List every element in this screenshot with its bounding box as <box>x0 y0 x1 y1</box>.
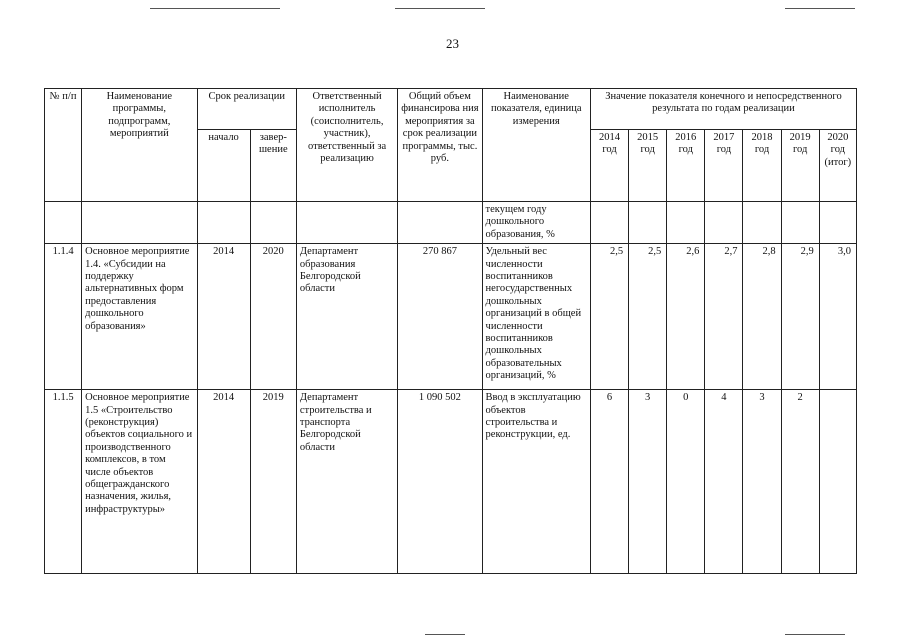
row-num: 1.1.4 <box>45 244 82 390</box>
header-year: 2016 год <box>667 130 705 202</box>
row-value: 4 <box>705 390 743 574</box>
header-year: 2017 год <box>705 130 743 202</box>
header-year: 2015 год <box>629 130 667 202</box>
row-name: Основное мероприятие 1.5 «Строительство (реконструкция) объектов социального и производственного комплексов, в том числе объектов общегражданского назначения, жилья, инфраструктуры» <box>82 390 197 574</box>
scan-artifact-bottom-1 <box>425 634 465 635</box>
row-indicator: Удельный вес численности воспитанников негосударственных дошкольных организаций в общей численности воспитанников дошкольных образовательных организаций, % <box>482 244 590 390</box>
row-end: 2020 <box>250 244 296 390</box>
header-row-1 <box>45 89 857 130</box>
row-end: 2019 <box>250 390 296 574</box>
header-year: 2020 год (итог) <box>819 130 856 202</box>
row-start: 2014 <box>197 390 250 574</box>
row-funding: 1 090 502 <box>398 390 482 574</box>
row-value: 3 <box>743 390 781 574</box>
row-value: 0 <box>667 390 705 574</box>
row-value: 2 <box>781 390 819 574</box>
header-indicator: Наименование показателя, единица измерения <box>482 89 590 202</box>
header-num: № п/п <box>45 89 82 202</box>
row-value: 6 <box>590 390 628 574</box>
row-value: 2,5 <box>590 244 628 390</box>
row-value: 2,9 <box>781 244 819 390</box>
row-executor: Департамент образования Белгородской области <box>296 244 397 390</box>
page-number: 23 <box>446 36 459 51</box>
header-name: Наименование программы, подпрограмм, мероприятий <box>82 89 197 202</box>
row-start: 2014 <box>197 244 250 390</box>
row-name: Основное мероприятие 1.4. «Субсидии на поддержку альтернативных форм предоставления дошкольного образования» <box>82 244 197 390</box>
header-year: 2014 год <box>590 130 628 202</box>
scan-artifact-top-3 <box>785 8 855 9</box>
header-end: завер-шение <box>250 130 296 202</box>
header-funding: Общий объем финансирова ния мероприятия за срок реализации программы, тыс. руб. <box>398 89 482 202</box>
header-values-title: Значение показателя конечного и непосредственного результата по годам реализации <box>590 89 856 130</box>
header-year: 2019 год <box>781 130 819 202</box>
scan-artifact-top-1 <box>150 8 280 9</box>
header-start: начало <box>197 130 250 202</box>
scan-artifact-top-2 <box>395 8 485 9</box>
continuation-indicator: текущем году дошкольного образования, % <box>482 202 590 244</box>
row-value: 2,6 <box>667 244 705 390</box>
table-row <box>45 390 857 574</box>
row-num: 1.1.5 <box>45 390 82 574</box>
row-value: 3 <box>629 390 667 574</box>
row-executor: Департамент строительства и транспорта Белгородской области <box>296 390 397 574</box>
row-value: 2,7 <box>705 244 743 390</box>
row-funding: 270 867 <box>398 244 482 390</box>
header-executor: Ответственный исполнитель (соисполнитель, участник), ответственный за реализацию <box>296 89 397 202</box>
continuation-row <box>45 202 857 244</box>
row-value <box>819 390 856 574</box>
row-value: 2,5 <box>629 244 667 390</box>
row-value: 2,8 <box>743 244 781 390</box>
scan-artifact-bottom-2 <box>785 634 845 635</box>
header-period: Срок реализации <box>197 89 296 130</box>
indicators-table <box>44 88 857 574</box>
header-year: 2018 год <box>743 130 781 202</box>
row-value: 3,0 <box>819 244 856 390</box>
table-row <box>45 244 857 390</box>
row-indicator: Ввод в эксплуатацию объектов строительства и реконструкции, ед. <box>482 390 590 574</box>
